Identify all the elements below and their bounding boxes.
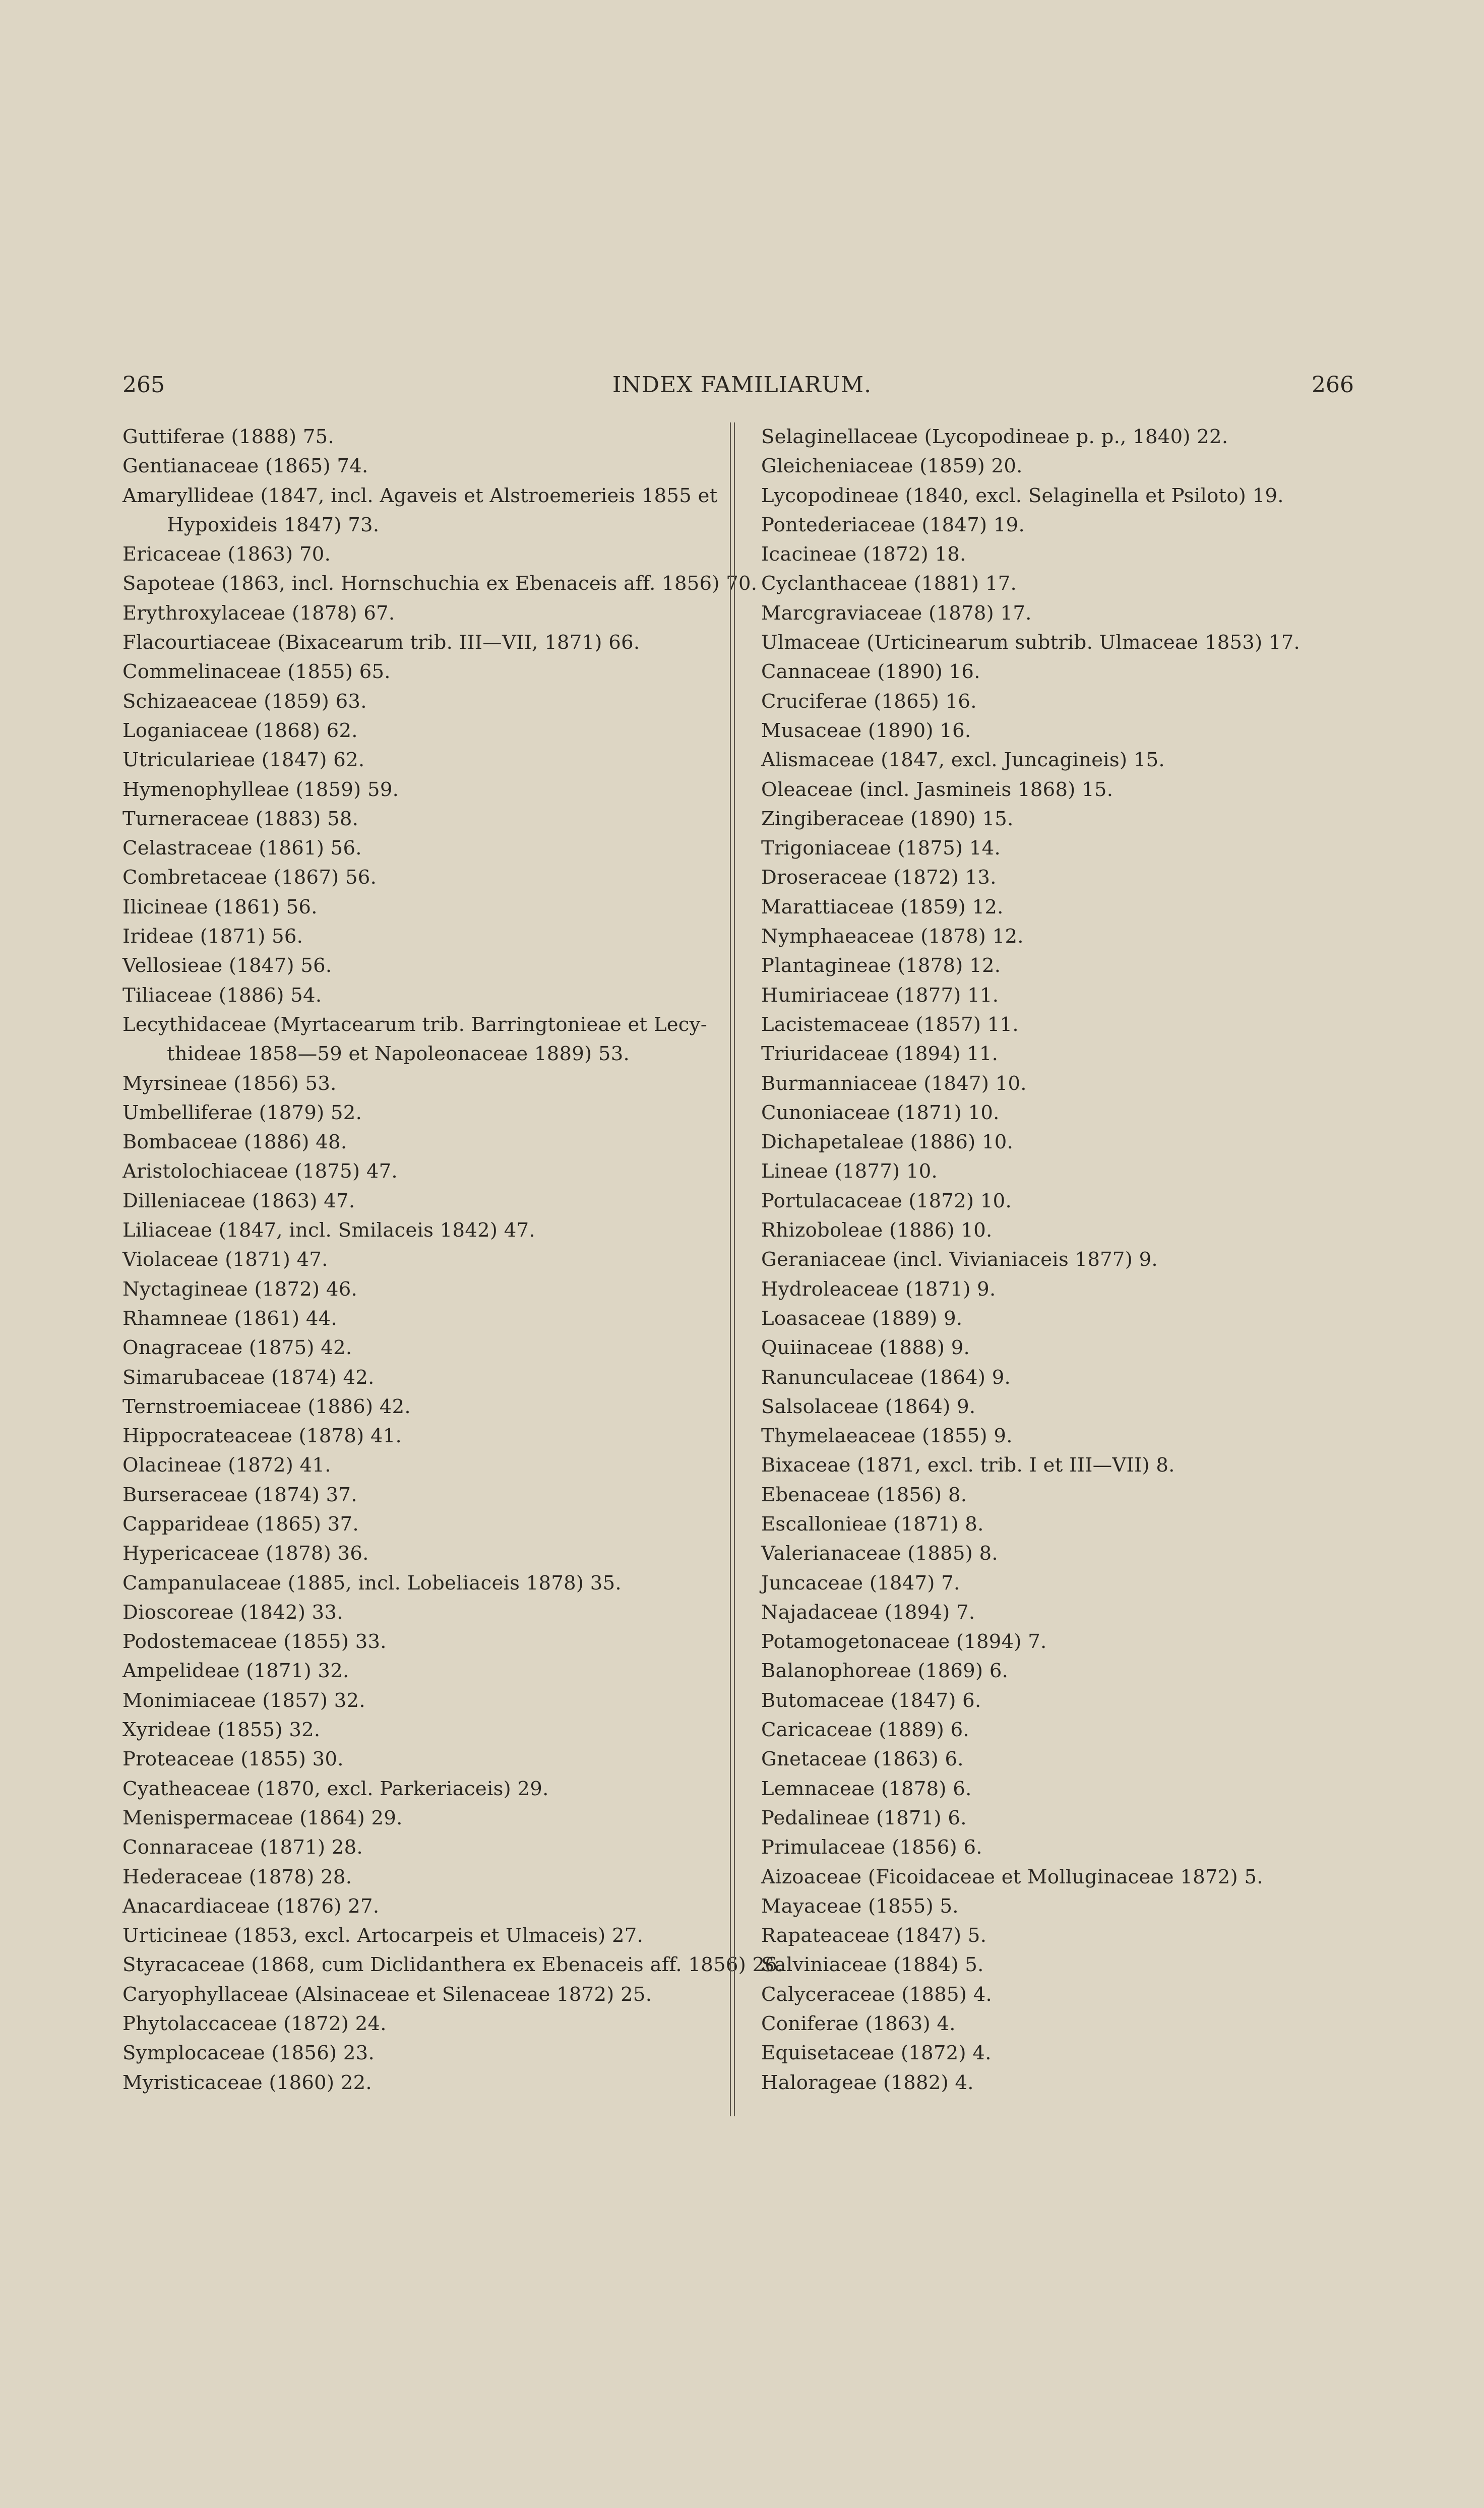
index-entry: Alismaceae (1847, excl. Juncagineis) 15.	[761, 749, 1165, 772]
index-entry: Erythroxylaceae (1878) 67.	[122, 601, 395, 625]
index-entry: Hydroleaceae (1871) 9.	[761, 1277, 996, 1301]
index-entry: Gentianaceae (1865) 74.	[122, 455, 368, 478]
index-entry: Schizaeaceae (1859) 63.	[122, 690, 367, 713]
index-entry: Turneraceae (1883) 58.	[122, 807, 359, 830]
index-entry: Symplocaceae (1856) 23.	[122, 2042, 375, 2065]
page-number-right: 266	[1312, 372, 1354, 398]
index-entry: Styracaceae (1868, cum Diclidanthera ex Ebenaceis aff. 1856) 26.	[122, 1953, 784, 1977]
index-entry: Trigoniaceae (1875) 14.	[761, 837, 1001, 860]
index-entry: Lemnaceae (1878) 6.	[761, 1777, 972, 1800]
index-entry: Tiliaceae (1886) 54.	[122, 984, 322, 1007]
index-entry: Violaceae (1871) 47.	[122, 1248, 328, 1271]
index-entry: Coniferae (1863) 4.	[761, 2012, 956, 2036]
index-entry: Zingiberaceae (1890) 15.	[761, 807, 1014, 830]
index-entry: Dichapetaleae (1886) 10.	[761, 1131, 1014, 1154]
index-entry: Burseraceae (1874) 37.	[122, 1483, 357, 1506]
index-entry: Campanulaceae (1885, incl. Lobeliaceis 1878) 35.	[122, 1571, 622, 1595]
index-entry: Marcgraviaceae (1878) 17.	[761, 601, 1032, 625]
index-entry: Najadaceae (1894) 7.	[761, 1601, 975, 1624]
index-entry: Humiriaceae (1877) 11.	[761, 984, 999, 1007]
index-entry: Vellosieae (1847) 56.	[122, 954, 332, 977]
index-entry: Cruciferae (1865) 16.	[761, 690, 977, 713]
index-entry: Hippocrateaceae (1878) 41.	[122, 1425, 402, 1448]
index-entry: Thymelaeaceae (1855) 9.	[761, 1425, 1013, 1448]
index-entry: Ternstroemiaceae (1886) 42.	[122, 1395, 411, 1418]
index-entry: Ulmaceae (Urticinearum subtrib. Ulmaceae 1853) 17.	[761, 631, 1301, 654]
index-entry: Aizoaceae (Ficoidaceae et Molluginaceae 1872) 5.	[761, 1865, 1263, 1888]
index-entry: Ampelideae (1871) 32.	[122, 1660, 349, 1683]
index-entry: Monimiaceae (1857) 32.	[122, 1689, 365, 1712]
index-entry: Salsolaceae (1864) 9.	[761, 1395, 976, 1418]
index-entry: Dioscoreae (1842) 33.	[122, 1601, 343, 1624]
index-entry: Loganiaceae (1868) 62.	[122, 719, 358, 742]
index-entry: Cyclanthaceae (1881) 17.	[761, 572, 1017, 595]
index-entry: Dilleniaceae (1863) 47.	[122, 1189, 355, 1212]
index-entry: Ilicineae (1861) 56.	[122, 895, 318, 919]
index-entry: Cannaceae (1890) 16.	[761, 660, 980, 684]
index-entry: Flacourtiaceae (Bixacearum trib. III—VII, 1871) 66.	[122, 631, 640, 654]
index-entry: Ranunculaceae (1864) 9.	[761, 1366, 1011, 1389]
index-entry: Utricularieae (1847) 62.	[122, 749, 365, 772]
index-entry: Triuridaceae (1894) 11.	[761, 1043, 999, 1066]
index-entry: Myristicaceae (1860) 22.	[122, 2071, 372, 2094]
index-entry: Butomaceae (1847) 6.	[761, 1689, 981, 1712]
index-entry: Geraniaceae (incl. Vivianiaceis 1877) 9.	[761, 1248, 1158, 1271]
index-entry: Cunoniaceae (1871) 10.	[761, 1101, 1000, 1124]
index-entry-continuation: thideae 1858—59 et Napoleonaceae 1889) 53.	[167, 1043, 630, 1066]
index-entry: Commelinaceae (1855) 65.	[122, 660, 391, 684]
index-entry: Equisetaceae (1872) 4.	[761, 2042, 992, 2065]
index-entry: Anacardiaceae (1876) 27.	[122, 1894, 380, 1918]
index-entry: Ericaceae (1863) 70.	[122, 543, 331, 566]
index-entry: Musaceae (1890) 16.	[761, 719, 971, 742]
index-entry: Valerianaceae (1885) 8.	[761, 1542, 998, 1565]
index-entry: Selaginellaceae (Lycopodineae p. p., 1840) 22.	[761, 425, 1228, 448]
column-divider	[730, 422, 735, 2116]
index-entry: Urticineae (1853, excl. Artocarpeis et Ulmaceis) 27.	[122, 1924, 644, 1947]
index-entry: Hypericaceae (1878) 36.	[122, 1542, 369, 1565]
index-entry: Menispermaceae (1864) 29.	[122, 1806, 403, 1829]
index-entry: Rapateaceae (1847) 5.	[761, 1924, 987, 1947]
index-entry: Olacineae (1872) 41.	[122, 1454, 331, 1477]
index-entry: Quiinaceae (1888) 9.	[761, 1336, 970, 1360]
index-entry: Marattiaceae (1859) 12.	[761, 895, 1004, 919]
index-entry: Podostemaceae (1855) 33.	[122, 1630, 387, 1654]
index-entry-continuation: Hypoxideis 1847) 73.	[167, 513, 380, 536]
index-entry: Combretaceae (1867) 56.	[122, 866, 377, 889]
index-entry: Mayaceae (1855) 5.	[761, 1894, 959, 1918]
index-entry: Caricaceae (1889) 6.	[761, 1719, 969, 1742]
index-entry: Rhizoboleae (1886) 10.	[761, 1219, 993, 1242]
index-entry: Lacistemaceae (1857) 11.	[761, 1013, 1019, 1036]
index-entry: Caryophyllaceae (Alsinaceae et Silenaceae 1872) 25.	[122, 1983, 652, 2006]
index-entry: Proteaceae (1855) 30.	[122, 1748, 344, 1771]
index-entry: Gleicheniaceae (1859) 20.	[761, 455, 1023, 478]
index-entry: Balanophoreae (1869) 6.	[761, 1660, 1009, 1683]
index-entry: Bombaceae (1886) 48.	[122, 1131, 347, 1154]
right-column	[761, 422, 1366, 2098]
index-entry: Escallonieae (1871) 8.	[761, 1512, 984, 1536]
index-entry: Phytolaccaceae (1872) 24.	[122, 2012, 387, 2036]
index-entry: Juncaceae (1847) 7.	[761, 1571, 960, 1595]
index-entry: Amaryllideae (1847, incl. Agaveis et Alstroemerieis 1855 et	[122, 484, 718, 507]
index-entry: Loasaceae (1889) 9.	[761, 1307, 963, 1330]
index-entry: Onagraceae (1875) 42.	[122, 1336, 352, 1360]
index-entry: Nyctagineae (1872) 46.	[122, 1277, 358, 1301]
index-entry: Sapoteae (1863, incl. Hornschuchia ex Ebenaceis aff. 1856) 70.	[122, 572, 758, 595]
page-header	[0, 372, 1484, 402]
index-entry: Liliaceae (1847, incl. Smilaceis 1842) 47.	[122, 1219, 535, 1242]
index-entry: Myrsineae (1856) 53.	[122, 1072, 337, 1095]
index-entry: Gnetaceae (1863) 6.	[761, 1748, 964, 1771]
index-entry: Hederaceae (1878) 28.	[122, 1865, 352, 1888]
index-entry: Pedalineae (1871) 6.	[761, 1806, 967, 1829]
index-entry: Cyatheaceae (1870, excl. Parkeriaceis) 29.	[122, 1777, 549, 1800]
index-entry: Capparideae (1865) 37.	[122, 1512, 359, 1536]
index-entry: Primulaceae (1856) 6.	[761, 1836, 982, 1859]
index-entry: Icacineae (1872) 18.	[761, 543, 966, 566]
index-entry: Xyrideae (1855) 32.	[122, 1719, 321, 1742]
index-entry: Calyceraceae (1885) 4.	[761, 1983, 993, 2006]
index-entry: Ebenaceae (1856) 8.	[761, 1483, 967, 1506]
index-entry: Salviniaceae (1884) 5.	[761, 1953, 984, 1977]
index-entry: Lineae (1877) 10.	[761, 1160, 938, 1183]
index-entry: Lecythidaceae (Myrtacearum trib. Barringtonieae et Lecy-	[122, 1013, 708, 1036]
index-entry: Irideae (1871) 56.	[122, 925, 303, 948]
page-number-left: 265	[122, 372, 165, 398]
index-entry: Halorageae (1882) 4.	[761, 2071, 974, 2094]
index-entry: Bixaceae (1871, excl. trib. I et III—VII) 8.	[761, 1454, 1175, 1477]
index-entry: Plantagineae (1878) 12.	[761, 954, 1001, 977]
page-title: INDEX FAMILIARUM.	[612, 372, 872, 398]
index-entry: Celastraceae (1861) 56.	[122, 837, 362, 860]
index-entry: Portulacaceae (1872) 10.	[761, 1189, 1012, 1212]
index-entry: Nymphaeaceae (1878) 12.	[761, 925, 1024, 948]
index-entry: Aristolochiaceae (1875) 47.	[122, 1160, 398, 1183]
index-entry: Burmanniaceae (1847) 10.	[761, 1072, 1027, 1095]
index-entry: Rhamneae (1861) 44.	[122, 1307, 337, 1330]
index-entry: Simarubaceae (1874) 42.	[122, 1366, 375, 1389]
index-entry: Hymenophylleae (1859) 59.	[122, 778, 399, 801]
index-entry: Lycopodineae (1840, excl. Selaginella et Psiloto) 19.	[761, 484, 1284, 507]
index-entry: Droseraceae (1872) 13.	[761, 866, 997, 889]
index-entry: Guttiferae (1888) 75.	[122, 425, 335, 448]
left-column	[122, 422, 784, 2098]
index-entry: Potamogetonaceae (1894) 7.	[761, 1630, 1047, 1654]
index-entry: Umbelliferae (1879) 52.	[122, 1101, 362, 1124]
index-entry: Pontederiaceae (1847) 19.	[761, 513, 1025, 536]
index-entry: Oleaceae (incl. Jasmineis 1868) 15.	[761, 778, 1114, 801]
index-entry: Connaraceae (1871) 28.	[122, 1836, 363, 1859]
